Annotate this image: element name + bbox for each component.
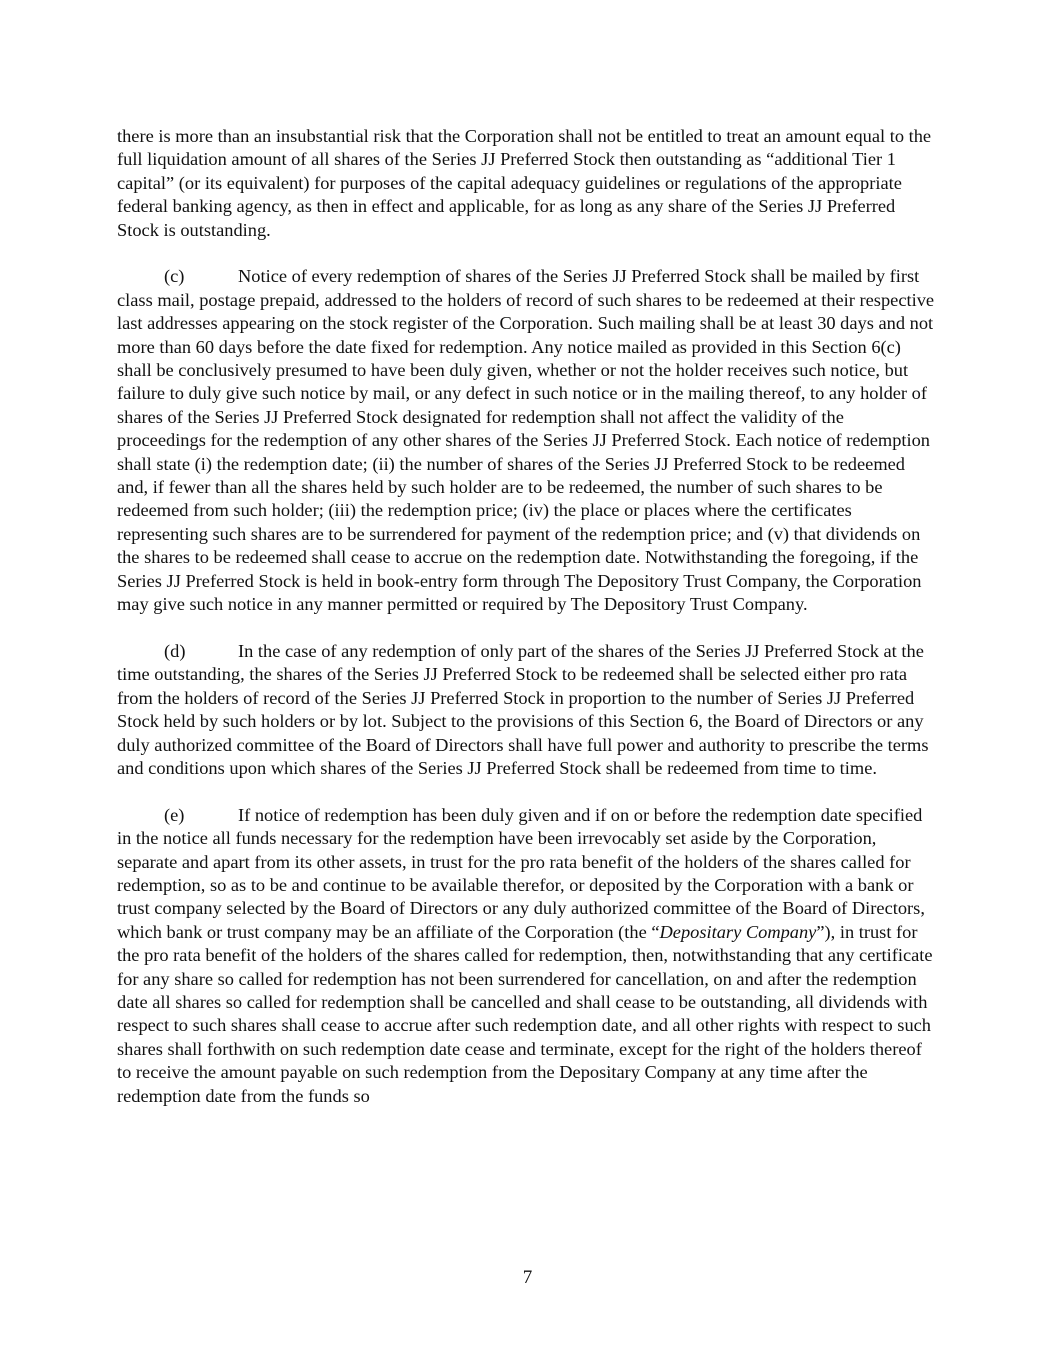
paragraph-continuation xyxy=(117,125,937,242)
paragraph-e xyxy=(117,804,937,1108)
paragraph-label: (d) xyxy=(164,640,186,661)
paragraph-d xyxy=(117,640,937,780)
paragraph-text: In the case of any redemption of only part of the shares of the Series JJ Preferred Stock at the time outstanding, the shares of the Series JJ Preferred Stock to be redeemed shall be selected either pro rata from the holders of record of the Series JJ Preferred Stock in proportion to the number of Series JJ Preferred Stock held by such holders or by lot. Subject to the provisions of this Section 6, the Board of Directors or any duly authorized committee of the Board of Directors shall have full power and authority to prescribe the terms and conditions upon which shares of the Series JJ Preferred Stock shall be redeemed from time to time. xyxy=(117,640,929,778)
paragraph-label: (c) xyxy=(164,266,185,287)
paragraph-text: there is more than an insubstantial risk that the Corporation shall not be entitled to treat an amount equal to the full liquidation amount of all shares of the Series JJ Preferred Stock then outstanding as “additional Tier 1 capital” (or its equivalent) for purposes of the capital adequacy guidelines or regulations of the appropriate federal banking agency, as then in effect and applicable, for as long as any share of the Series JJ Preferred Stock is outstanding. xyxy=(117,126,932,240)
paragraph-text-after: ”), in trust for the pro rata benefit of the holders of the shares called for redemption, then, notwithstanding that any certificate for any share so called for redemption has not been surrendered for cancellation, on and after the redemption date all shares so called for redemption shall be cancelled and shall cease to be outstanding, all dividends with respect to such shares shall cease to accrue after such redemption date, and all other rights with respect to such shares shall forthwith on such redemption date cease and terminate, except for the right of the holders thereof to receive the amount payable on such redemption from the Depositary Company at any time after the redemption date from the funds so xyxy=(117,921,933,1106)
paragraph-label: (e) xyxy=(164,804,185,825)
paragraph-text-before: If notice of redemption has been duly given and if on or before the redemption date specified in the notice all funds necessary for the redemption have been irrevocably set aside by the Corporation, separate and apart from its other assets, in trust for the pro rata benefit of the holders of the shares called for redemption, so as to be and continue to be available therefor, or deposited by the Corporation with a bank or trust company selected by the Board of Directors or any duly authorized committee of the Board of Directors, which bank or trust company may be an affiliate of the Corporation (the “ xyxy=(117,804,925,942)
paragraph-text: Notice of every redemption of shares of the Series JJ Preferred Stock shall be mailed by first class mail, postage prepaid, addressed to the holders of record of such shares to be redeemed at their respective last addresses appearing on the stock register of the Corporation. Such mailing shall be at least 30 days and not more than 60 days before the date fixed for redemption. Any notice mailed as provided in this Section 6(c) shall be conclusively presumed to have been duly given, whether or not the holder receives such notice, but failure to duly give such notice by mail, or any defect in such notice or in the mailing thereof, to any holder of shares of the Series JJ Preferred Stock designated for redemption shall not affect the validity of the proceedings for the redemption of any other shares of the Series JJ Preferred Stock. Each notice of redemption shall state (i) the redemption date; (ii) the number of shares of the Series JJ Preferred Stock to be redeemed and, if fewer than all the shares held by such holder are to be redeemed, the number of such shares to be redeemed from such holder; (iii) the redemption price; (iv) the place or places where the certificates representing such shares are to be surrendered for payment of the redemption price; and (v) that dividends on the shares to be redeemed shall cease to accrue on the redemption date. Notwithstanding the foregoing, if the Series JJ Preferred Stock is held in book-entry form through The Depository Trust Company, the Corporation may give such notice in any manner permitted or required by The Depository Trust Company. xyxy=(117,266,935,615)
document-page xyxy=(117,125,937,1108)
page-number: 7 xyxy=(522,1267,533,1288)
defined-term: Depositary Company xyxy=(659,921,817,942)
paragraph-c xyxy=(117,265,937,616)
